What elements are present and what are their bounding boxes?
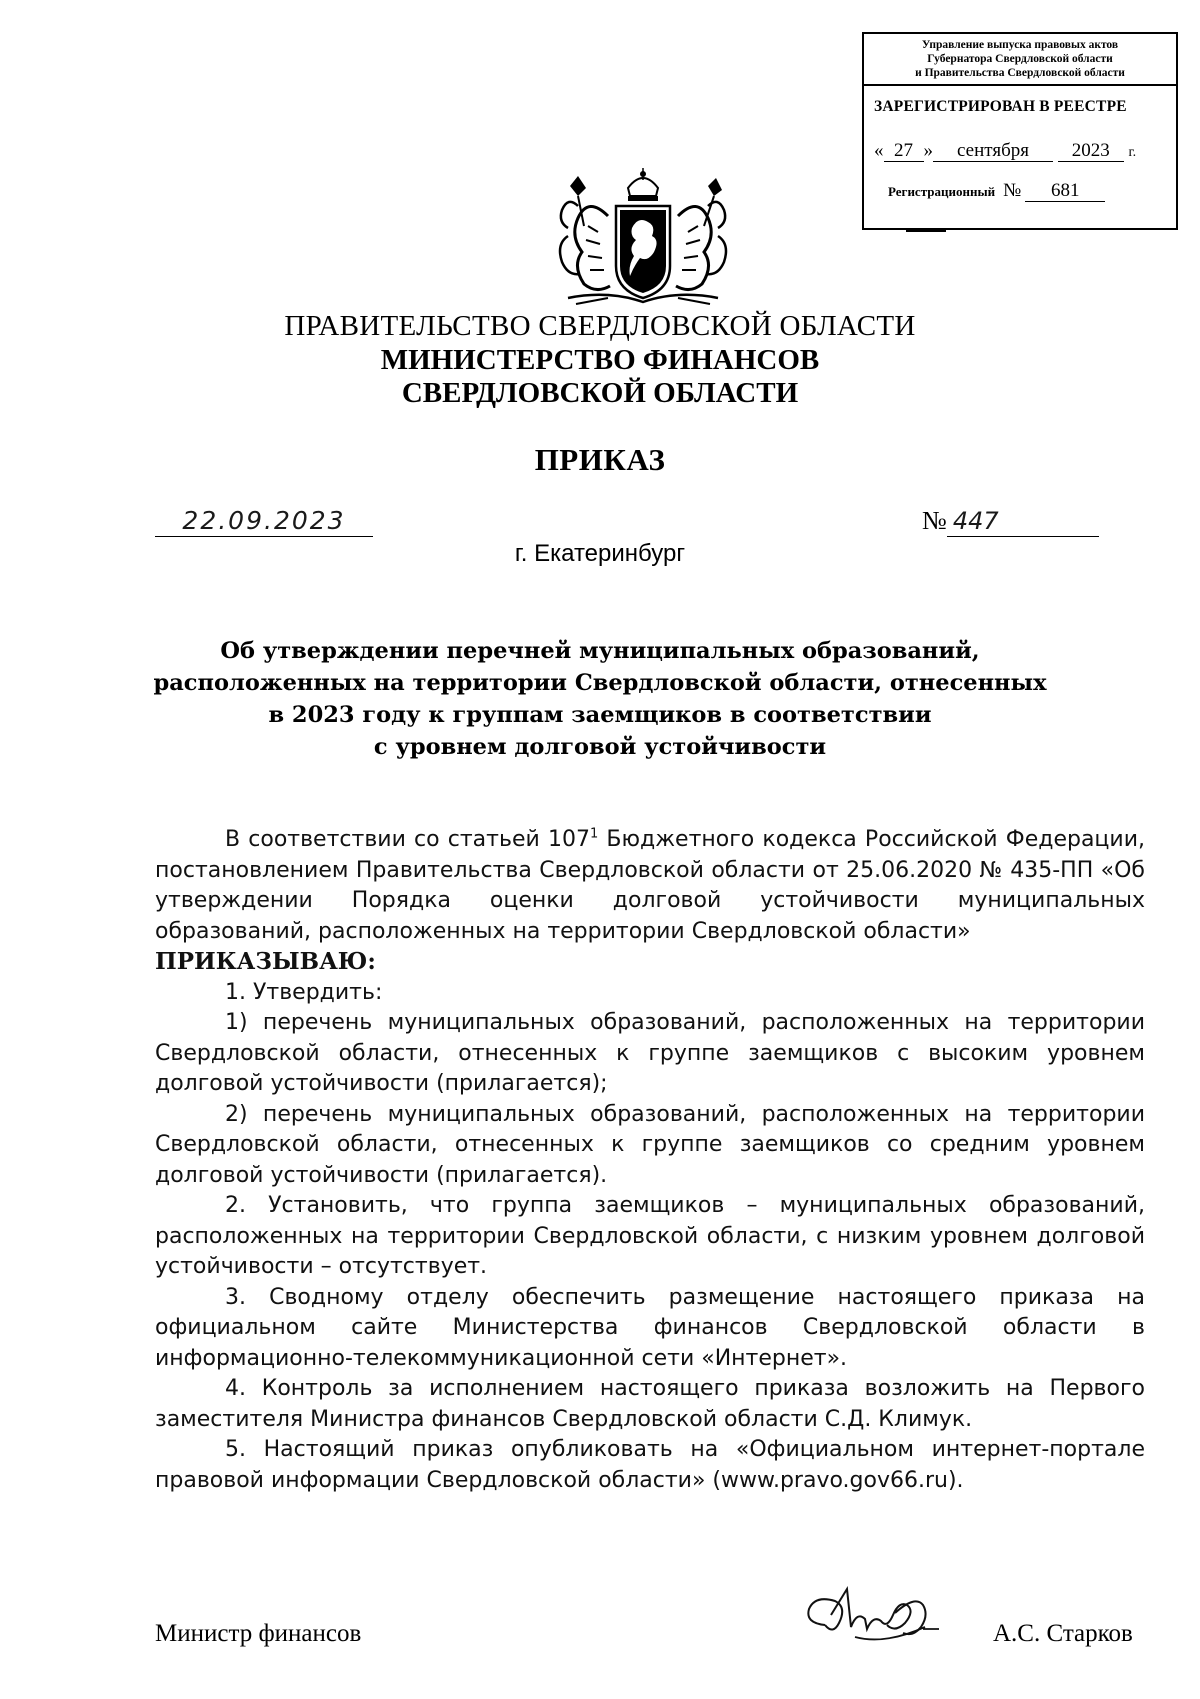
intro-text-a: В соответствии со статьей 107 bbox=[225, 827, 590, 852]
stamp-registered-label: ЗАРЕГИСТРИРОВАН В РЕЕСТРЕ bbox=[874, 98, 1127, 115]
stamp-organization bbox=[864, 34, 1176, 86]
number-sign: № bbox=[922, 506, 947, 535]
document-type: ПРИКАЗ bbox=[534, 442, 666, 477]
paragraph-2: 2. Установить, что группа заемщиков – муниципальных образований, расположенных на территории Свердловской области, с низким уровнем долговой устойчивости – отсутствует. bbox=[155, 1193, 1145, 1279]
stamp-divider bbox=[906, 230, 946, 232]
ministry-heading: МИНИСТЕРСТВО ФИНАНСОВ bbox=[380, 344, 820, 376]
city: г. Екатеринбург bbox=[514, 540, 686, 567]
intro-paragraph bbox=[155, 825, 1145, 947]
coat-of-arms-emblem bbox=[548, 166, 738, 308]
intro-superscript: 1 bbox=[589, 826, 599, 842]
stamp-registration-number bbox=[888, 180, 1105, 202]
paragraph-1-2: 2) перечень муниципальных образований, расположенных на территории Свердловской области, отнесенных к группе заемщиков со средним уровнем долговой устойчивости (прилагается). bbox=[155, 1101, 1145, 1188]
government-heading: ПРАВИТЕЛЬСТВО СВЕРДЛОВСКОЙ ОБЛАСТИ bbox=[284, 310, 916, 342]
handwritten-date: 22.09.2023 bbox=[155, 506, 373, 537]
stamp-day: 27 bbox=[884, 141, 924, 162]
stamp-quote-open: « bbox=[874, 140, 884, 161]
stamp-num-sign: № bbox=[1003, 180, 1022, 201]
intro-text-b: Бюджетного кодекса Российской Федерации, постановлением Правительства Свердловской области от 25.06.2020 № 435-ПП «Об утверждении Порядка оценки долговой устойчивости муниципальных образований, расположенных на территории Свердловской области» bbox=[155, 827, 1145, 944]
registry-stamp bbox=[862, 32, 1178, 230]
paragraph-4: 4. Контроль за исполнением настоящего приказа возложить на Первого заместителя Министра финансов Свердловской области С.Д. Климук. bbox=[155, 1376, 1145, 1432]
title-line: в 2023 году к группам заемщиков в соответствии bbox=[268, 702, 932, 728]
stamp-date bbox=[874, 140, 1136, 162]
stamp-org-line: Управление выпуска правовых актов bbox=[921, 39, 1119, 51]
handwritten-signature bbox=[795, 1575, 960, 1655]
order-word: ПРИКАЗЫВАЮ: bbox=[155, 948, 376, 975]
paragraph-5: 5. Настоящий приказ опубликовать на «Официальном интернет-портале правовой информации Свердловской области» (www.pravo.gov66.ru). bbox=[155, 1437, 1145, 1493]
paragraph-3: 3. Сводному отделу обеспечить размещение настоящего приказа на официальном сайте Министерства финансов Свердловской области в информационно-телекоммуникационной сети «Интернет». bbox=[155, 1284, 1145, 1371]
handwritten-number: 447 bbox=[947, 506, 1099, 537]
title-line: расположенных на территории Свердловской области, отнесенных bbox=[153, 670, 1047, 696]
document-number bbox=[922, 506, 1110, 537]
title-line: с уровнем долговой устойчивости bbox=[373, 734, 827, 760]
stamp-month: сентября bbox=[933, 141, 1053, 162]
stamp-year-suffix: г. bbox=[1128, 145, 1137, 160]
document-title bbox=[150, 635, 1050, 763]
stamp-reg-label: Регистрационный bbox=[888, 184, 996, 199]
signatory-position: Министр финансов bbox=[155, 1620, 362, 1647]
region-heading: СВЕРДЛОВСКОЙ ОБЛАСТИ bbox=[401, 377, 799, 409]
document-body bbox=[155, 825, 1145, 1496]
paragraph-1: 1. Утвердить: bbox=[225, 979, 383, 1005]
stamp-org-line: и Правительства Свердловской области bbox=[915, 67, 1125, 79]
stamp-year: 2023 bbox=[1058, 141, 1124, 162]
signatory-name: А.С. Старков bbox=[993, 1620, 1133, 1647]
stamp-org-line: Губернатора Свердловской области bbox=[927, 53, 1113, 65]
paragraph-1-1: 1) перечень муниципальных образований, расположенных на территории Свердловской области, отнесенных к группе заемщиков с высоким уровнем долговой устойчивости (прилагается); bbox=[155, 1010, 1145, 1096]
title-line: Об утверждении перечней муниципальных образований, bbox=[220, 638, 980, 664]
stamp-reg-number: 681 bbox=[1025, 181, 1105, 202]
stamp-quote-close: » bbox=[923, 140, 933, 161]
